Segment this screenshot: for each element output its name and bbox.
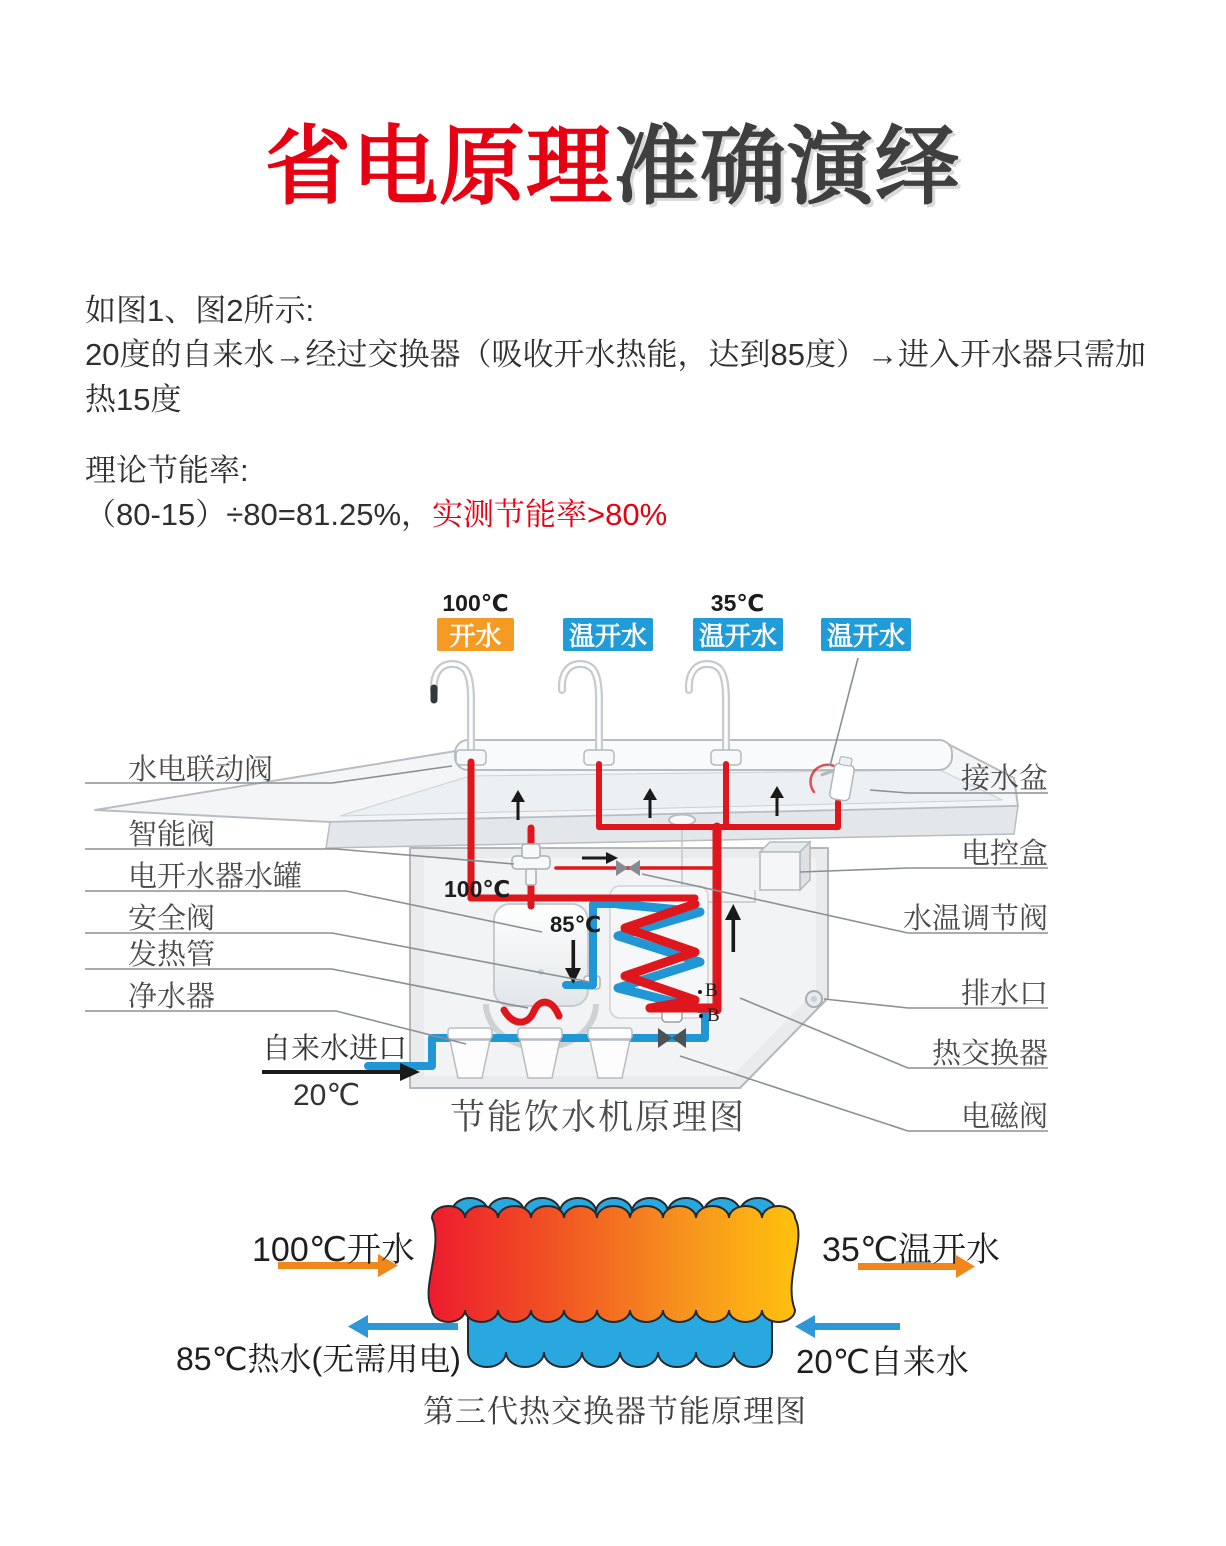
- inner-temp-100: 100℃: [444, 876, 511, 902]
- faucet-boiling: [434, 664, 486, 765]
- label-heating-tube: 发热管: [128, 939, 216, 971]
- label-temp-regulating-valve: 水温调节阀: [902, 903, 1048, 935]
- b-mark-2: B: [707, 1005, 720, 1026]
- label-solenoid-valve: 电磁阀: [960, 1101, 1048, 1133]
- intro-line-2: 20度的自来水→经过交换器（吸收开水热能，达到85度）→进入开水器只需加热15度: [85, 337, 1146, 417]
- badge-warm-water-1: 温开水: [563, 618, 653, 651]
- label-control-box: 电控盒: [960, 838, 1048, 870]
- flow-label-boiling-in: 100℃开水: [252, 1231, 415, 1269]
- formula-measured: 实测节能率>80%: [432, 497, 668, 532]
- filter-cartridges: [448, 1028, 632, 1078]
- b-mark-1: B: [705, 980, 718, 1001]
- efficiency-formula: [85, 492, 667, 537]
- badge-warm-water-2: 温开水: [693, 618, 783, 651]
- badge-boiling-water: 开水: [437, 618, 514, 651]
- badge-warm-water-3: 温开水: [821, 618, 911, 651]
- cold-in-arrow: [795, 1315, 900, 1338]
- label-drain-outlet: 排水口: [960, 978, 1048, 1010]
- label-water-basin: 接水盆: [960, 763, 1048, 795]
- page-title-highlight: 省电原理: [265, 119, 613, 215]
- label-safety-valve: 安全阀: [128, 903, 216, 935]
- tap-temp-warm: 35℃: [710, 590, 765, 616]
- basin-drain-oval: [669, 815, 695, 826]
- flow-label-tap-in: 20℃自来水: [796, 1343, 969, 1380]
- intro-line-1: 如图1、图2所示:: [85, 293, 315, 328]
- efficiency-label: 理论节能率:: [85, 453, 249, 488]
- tap-temp-boiling: 100℃: [442, 590, 509, 616]
- tap-water-inlet-label: 自来水进口: [262, 1033, 408, 1065]
- label-boiler-tank: 电开水器水罐: [128, 861, 303, 893]
- page-title-rest: 准确演绎: [613, 119, 961, 215]
- page-title: [0, 116, 1226, 219]
- formula-theoretical: （80-15）÷80=81.25%，: [85, 497, 433, 532]
- inner-temp-85: 85℃: [550, 912, 602, 937]
- figure1-caption: 节能饮水机原理图: [449, 1098, 746, 1137]
- flow-label-warm-out: 35℃温开水: [822, 1231, 1001, 1269]
- hot-band: [429, 1206, 799, 1322]
- figure2-caption: 第三代热交换器节能原理图: [423, 1394, 807, 1429]
- label-linkage-valve: 水电联动阀: [128, 754, 274, 786]
- label-smart-valve: 智能阀: [128, 819, 216, 851]
- label-heat-exchanger: 热交换器: [931, 1038, 1048, 1070]
- tap-water-inlet-temp: 20℃: [293, 1079, 361, 1112]
- label-water-purifier: 净水器: [128, 981, 216, 1013]
- flow-label-hot-out: 85℃热水(无需用电): [176, 1341, 461, 1377]
